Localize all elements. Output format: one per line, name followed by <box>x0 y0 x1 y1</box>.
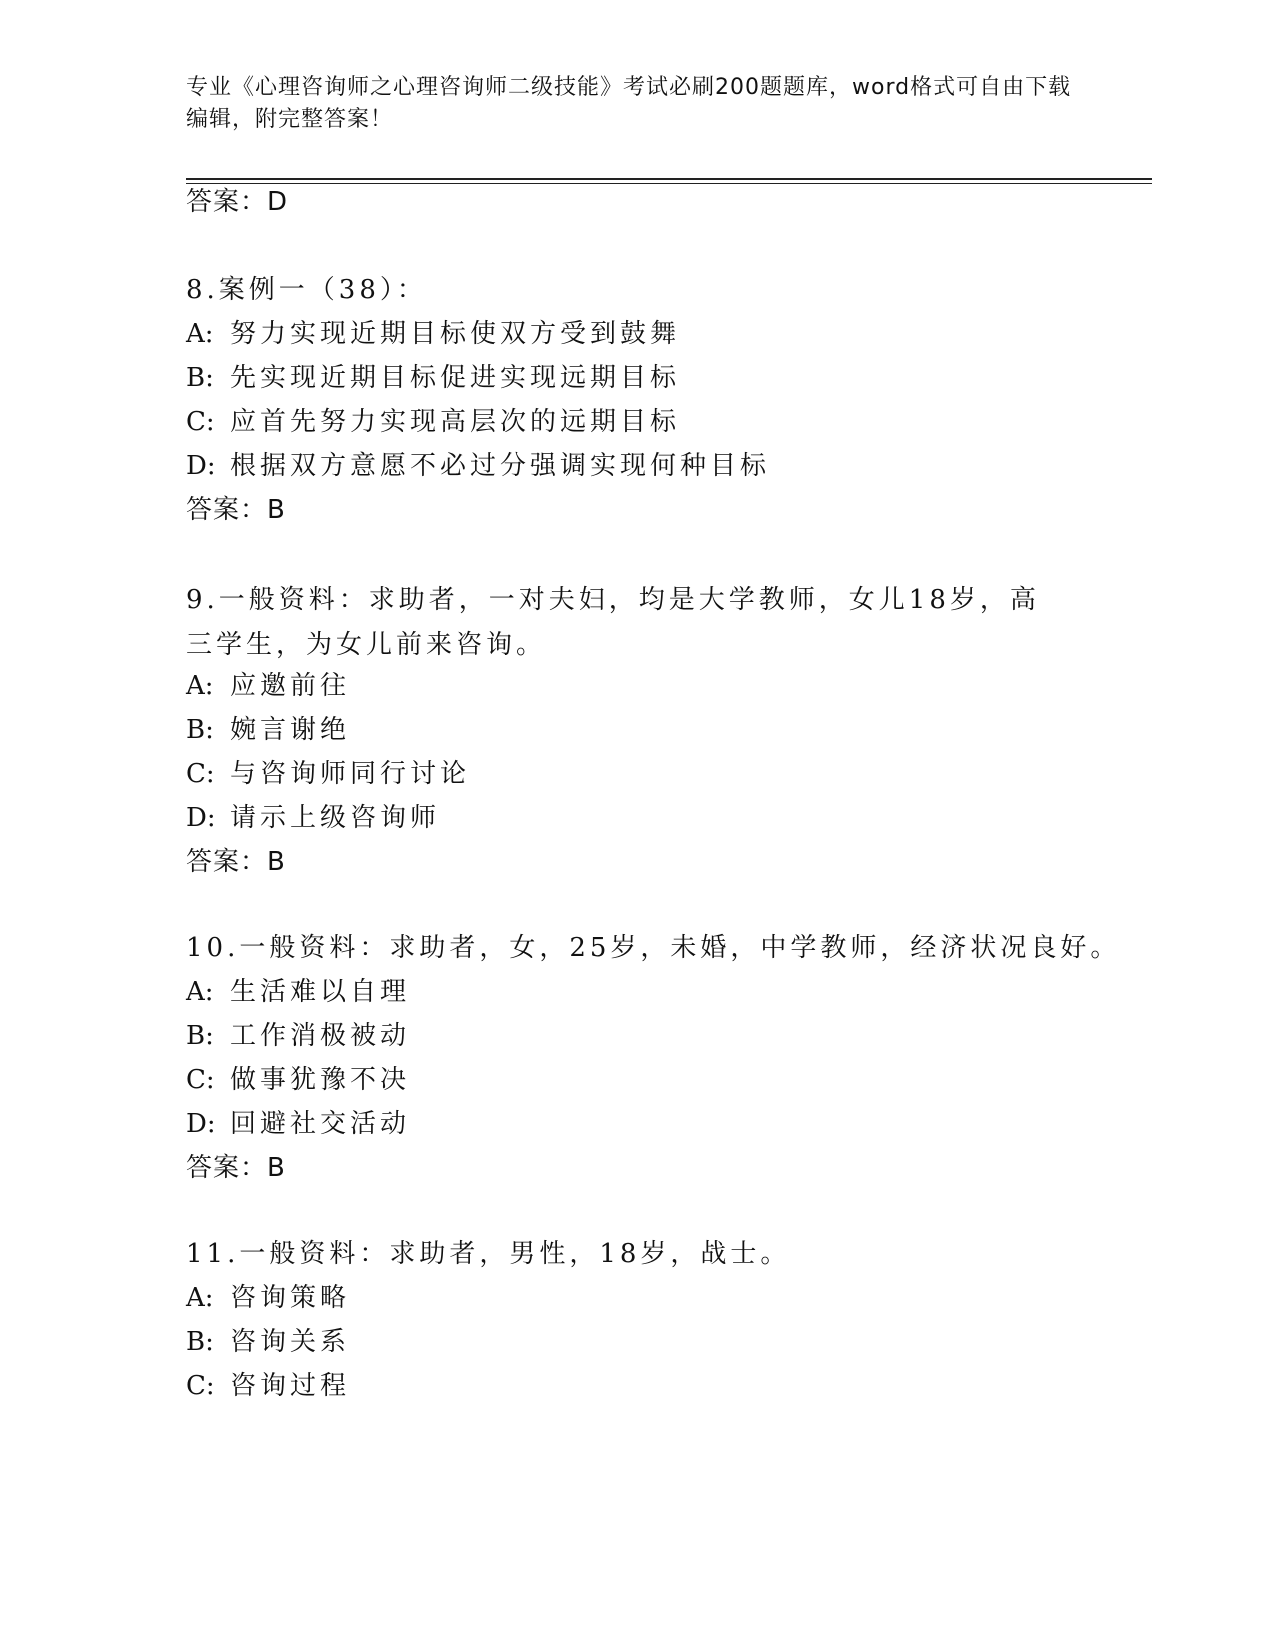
option-a <box>186 316 680 352</box>
answer-line: 答案：B <box>186 847 286 877</box>
option-text: 应邀前往 <box>230 671 351 701</box>
option-b <box>186 712 350 748</box>
question-stem: 11.一般资料：求助者，男性，18岁，战士。 <box>186 1239 791 1269</box>
option-text: 先实现近期目标促进实现远期目标 <box>230 363 681 393</box>
header-divider <box>186 178 1152 180</box>
option-label: D: <box>186 803 216 833</box>
option-b <box>186 360 680 396</box>
option-label: C: <box>186 1065 215 1095</box>
option-label: D: <box>186 1109 216 1139</box>
answer-line: 答案：B <box>186 1153 286 1183</box>
option-text: 根据双方意愿不必过分强调实现何种目标 <box>230 451 771 481</box>
option-label: A: <box>186 1283 214 1313</box>
option-text: 婉言谢绝 <box>230 715 351 745</box>
option-d <box>186 1106 410 1142</box>
option-text: 咨询策略 <box>230 1283 351 1313</box>
option-label: A: <box>186 977 214 1007</box>
option-text: 咨询关系 <box>230 1327 351 1357</box>
option-label: B: <box>186 363 214 393</box>
option-b <box>186 1018 410 1054</box>
option-text: 应首先努力实现高层次的远期目标 <box>230 407 681 437</box>
option-text: 回避社交活动 <box>230 1109 411 1139</box>
option-label: B: <box>186 715 214 745</box>
option-d <box>186 800 440 836</box>
option-label: D: <box>186 451 216 481</box>
option-text: 工作消极被动 <box>230 1021 411 1051</box>
option-a <box>186 1280 350 1316</box>
option-label: C: <box>186 1371 215 1401</box>
option-a <box>186 668 350 704</box>
question-stem: 10.一般资料：求助者，女，25岁，未婚，中学教师，经济状况良好。 <box>186 933 1121 963</box>
answer-line: 答案：D <box>186 187 289 217</box>
option-c <box>186 1368 350 1404</box>
option-c <box>186 404 680 440</box>
option-b <box>186 1324 350 1360</box>
question-stem: 8.案例一（38）： <box>186 275 427 305</box>
option-label: A: <box>186 671 214 701</box>
option-label: B: <box>186 1327 214 1357</box>
option-text: 与咨询师同行讨论 <box>230 759 471 789</box>
question-stem: 9.一般资料：求助者，一对夫妇，均是大学教师，女儿18岁，高三学生，为女儿前来咨询。 <box>186 585 1040 660</box>
option-c <box>186 756 470 792</box>
option-text: 努力实现近期目标使双方受到鼓舞 <box>230 319 681 349</box>
option-d <box>186 448 770 484</box>
page-header: 专业《心理咨询师之心理咨询师二级技能》考试必刷200题题库，word格式可自由下载编辑，附完整答案！ <box>186 75 1072 132</box>
option-a <box>186 974 410 1010</box>
header-divider-thin <box>186 183 1152 184</box>
option-label: C: <box>186 759 215 789</box>
option-text: 请示上级咨询师 <box>230 803 441 833</box>
answer-line: 答案：B <box>186 495 286 525</box>
option-text: 咨询过程 <box>230 1371 351 1401</box>
option-label: C: <box>186 407 215 437</box>
option-label: B: <box>186 1021 214 1051</box>
option-text: 生活难以自理 <box>230 977 411 1007</box>
option-c <box>186 1062 410 1098</box>
option-text: 做事犹豫不决 <box>230 1065 411 1095</box>
option-label: A: <box>186 319 214 349</box>
